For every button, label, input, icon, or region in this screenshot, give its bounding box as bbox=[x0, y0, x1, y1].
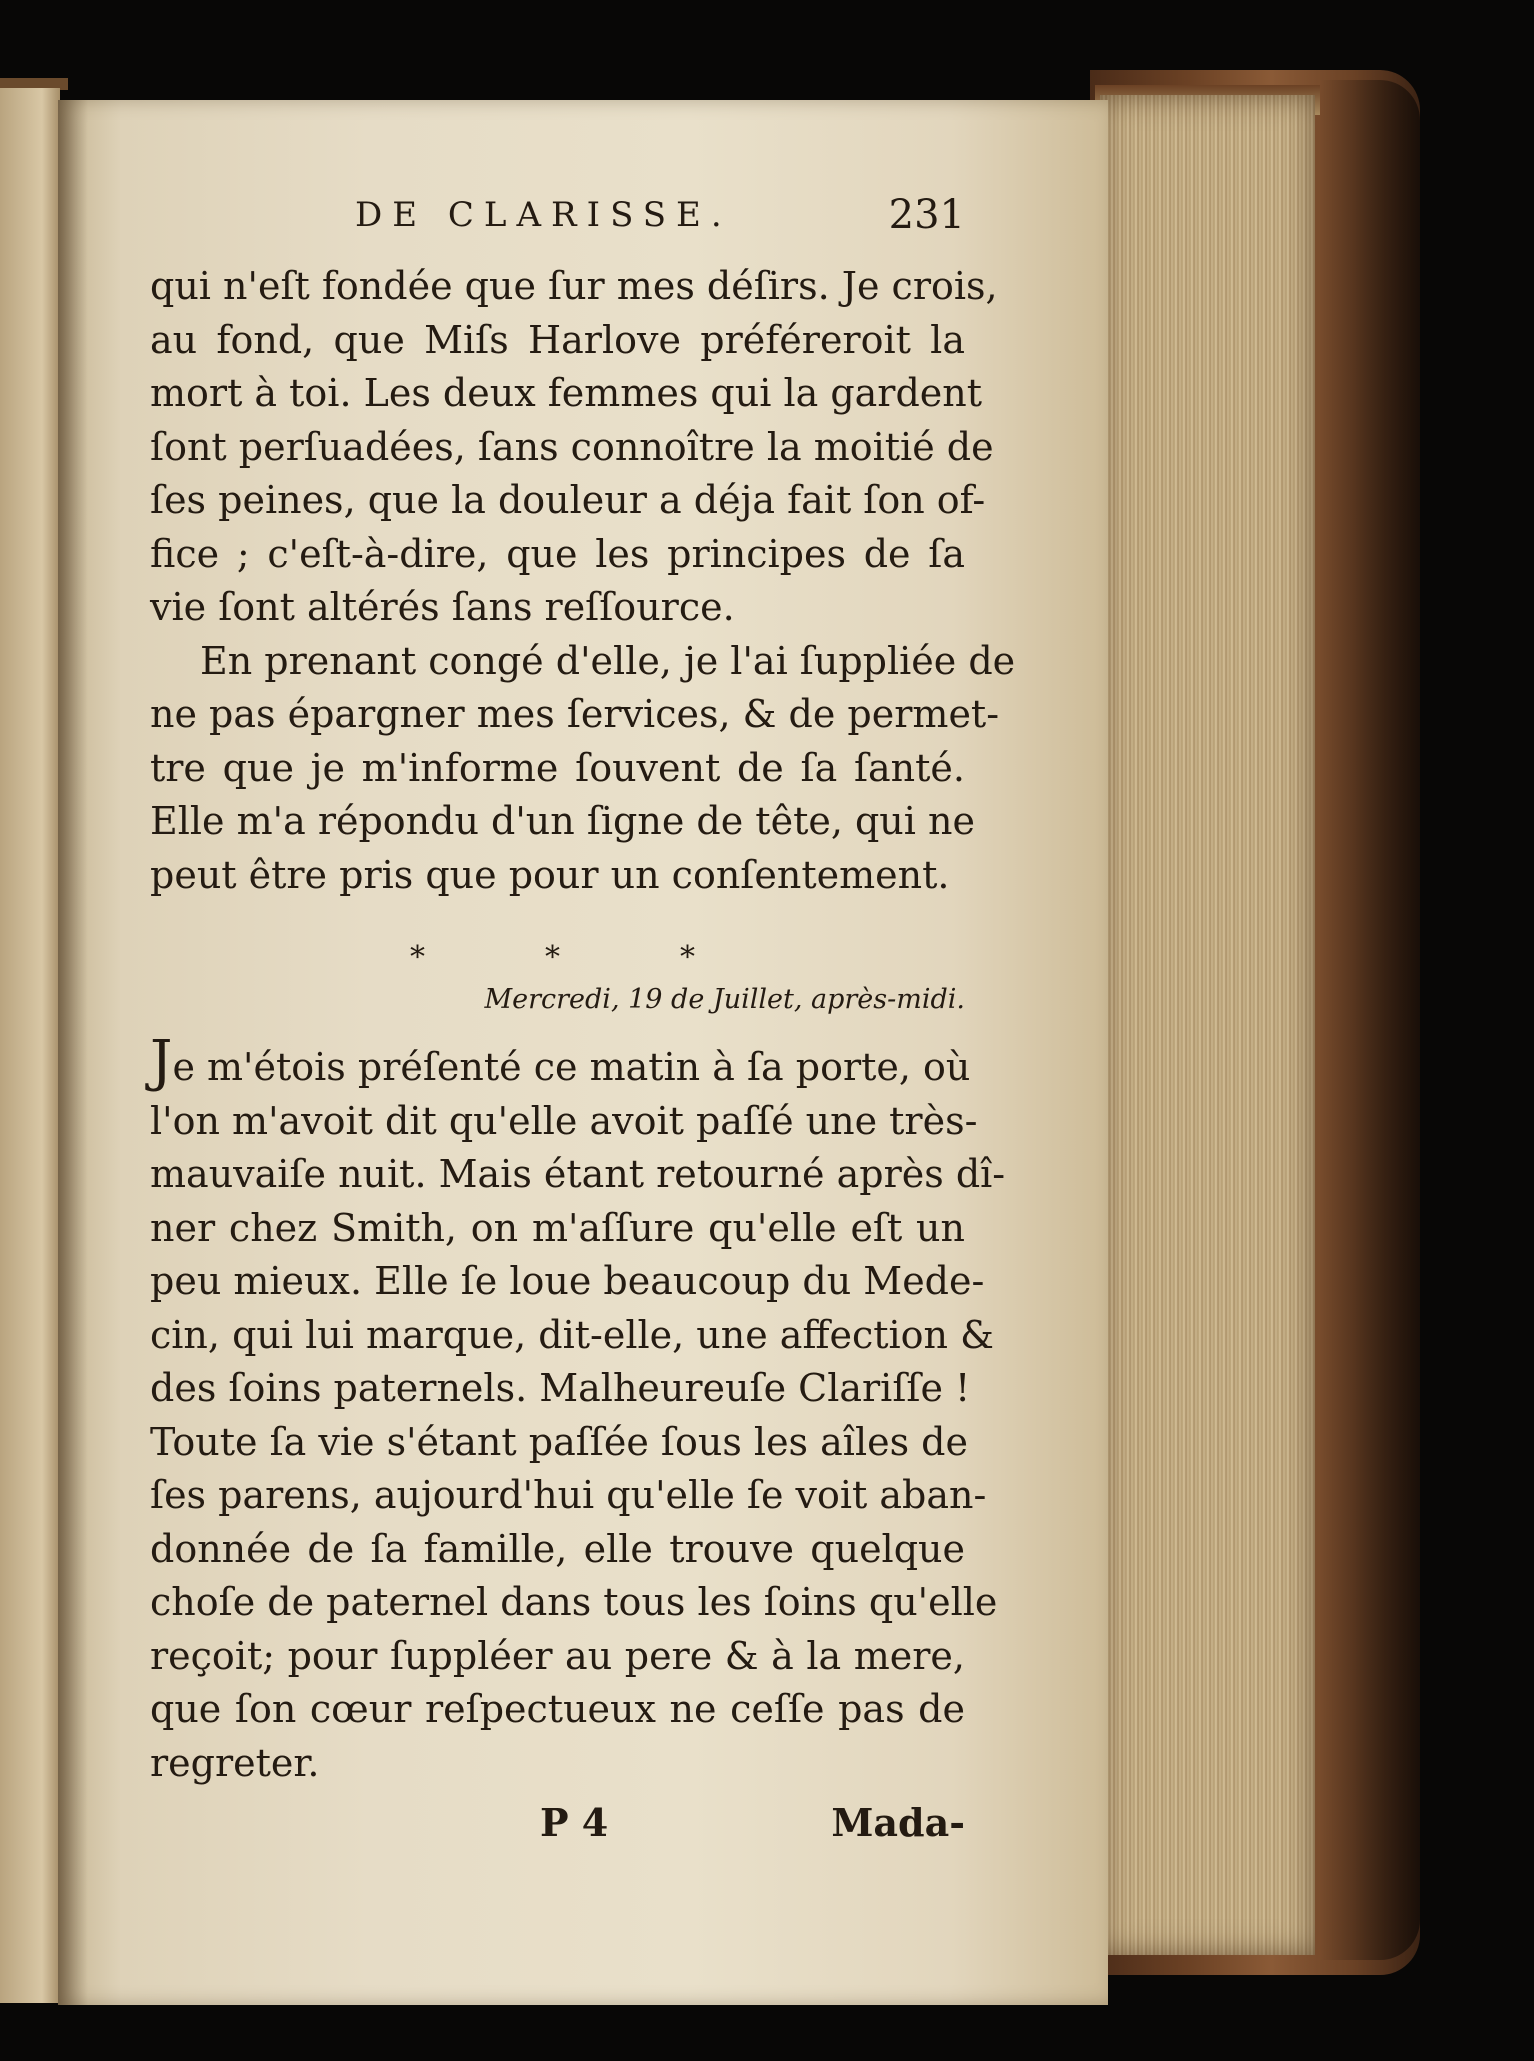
text-line: ſes parens, aujourd'hui qu'elle ſe voit aban- bbox=[150, 1473, 987, 1517]
text-line: tre que je m'informe ſouvent de ſa ſanté. bbox=[150, 745, 965, 790]
text-line: qui n'eſt fondée que ſur mes déſirs. Je crois, bbox=[150, 264, 998, 308]
text-line: ne pas épargner mes ſervices, & de permet- bbox=[150, 692, 1000, 736]
page-footer bbox=[150, 1800, 965, 1860]
text-line: ſes peines, que la douleur a déja fait ſon of- bbox=[150, 478, 986, 522]
page-number: 231 bbox=[888, 192, 965, 238]
dateline: Mercredi, 19 de Juillet, après-midi. bbox=[484, 984, 965, 1015]
text-line: des ſoins paternels. Malheureuſe Clariſſe ! bbox=[150, 1366, 971, 1410]
signature-mark: P 4 bbox=[540, 1800, 609, 1845]
text-line: Elle m'a répondu d'un ſigne de tête, qui ne bbox=[150, 799, 975, 843]
first-line-text: e m'étois préſenté ce matin à ſa porte, où bbox=[172, 1045, 971, 1089]
text-line: regreter. bbox=[150, 1740, 320, 1785]
text-line: donnée de ſa famille, elle trouve quelque bbox=[150, 1526, 965, 1571]
separator-star: * bbox=[410, 940, 425, 975]
text-line: ſont perſuadées, ſans connoître la moitié de bbox=[150, 424, 994, 469]
text-line: Toute ſa vie s'étant paſſée ſous les aîles de bbox=[150, 1419, 968, 1464]
catchword: Mada- bbox=[831, 1800, 965, 1845]
text-line: ner chez Smith, on m'aſſure qu'elle eſt un bbox=[150, 1205, 965, 1250]
left-page-fragment bbox=[0, 88, 60, 2003]
text-line bbox=[150, 1029, 971, 1095]
text-line: l'on m'avoit dit qu'elle avoit paſſé une très- bbox=[150, 1098, 978, 1143]
page-gutter bbox=[58, 100, 88, 2005]
separator-star: * bbox=[545, 940, 560, 975]
text-line: au fond, que Miſs Harlove préféreroit la bbox=[150, 317, 965, 362]
text-line: fice ; c'eſt-à-dire, que les principes de ſa bbox=[150, 531, 965, 576]
paragraph-3 bbox=[150, 1029, 1006, 1790]
text-line: cin, qui lui marque, dit-elle, une affection & bbox=[150, 1312, 994, 1357]
text-line: peut être pris que pour un conſentement. bbox=[150, 852, 950, 897]
text-line: que ſon cœur reſpectueux ne ceſſe pas de bbox=[150, 1687, 965, 1731]
page-edges bbox=[1100, 95, 1315, 1955]
text-line: peu mieux. Elle ſe loue beaucoup du Mede- bbox=[150, 1259, 985, 1303]
paragraph-1 bbox=[150, 260, 998, 635]
page-text bbox=[150, 190, 1016, 1860]
text-line: En prenant congé d'elle, je l'ai ſuppliée de bbox=[200, 638, 1016, 683]
text-line: vie ſont altérés ſans reſſource. bbox=[150, 585, 735, 629]
running-title: DE CLARISSE. bbox=[355, 195, 732, 235]
running-head bbox=[150, 190, 965, 260]
text-line: mauvaiſe nuit. Mais étant retourné après dî- bbox=[150, 1152, 1006, 1196]
paragraph-2 bbox=[150, 635, 1016, 903]
section-separator bbox=[150, 940, 965, 980]
cover-shadow bbox=[1320, 80, 1420, 1960]
text-line: choſe de paternel dans tous les ſoins qu'elle bbox=[150, 1580, 998, 1624]
text-line: mort à toi. Les deux femmes qui la gardent bbox=[150, 371, 983, 415]
separator-star: * bbox=[680, 940, 695, 975]
text-line: reçoit; pour ſuppléer au pere & à la mere, bbox=[150, 1633, 965, 1678]
drop-cap: J bbox=[150, 1029, 173, 1094]
